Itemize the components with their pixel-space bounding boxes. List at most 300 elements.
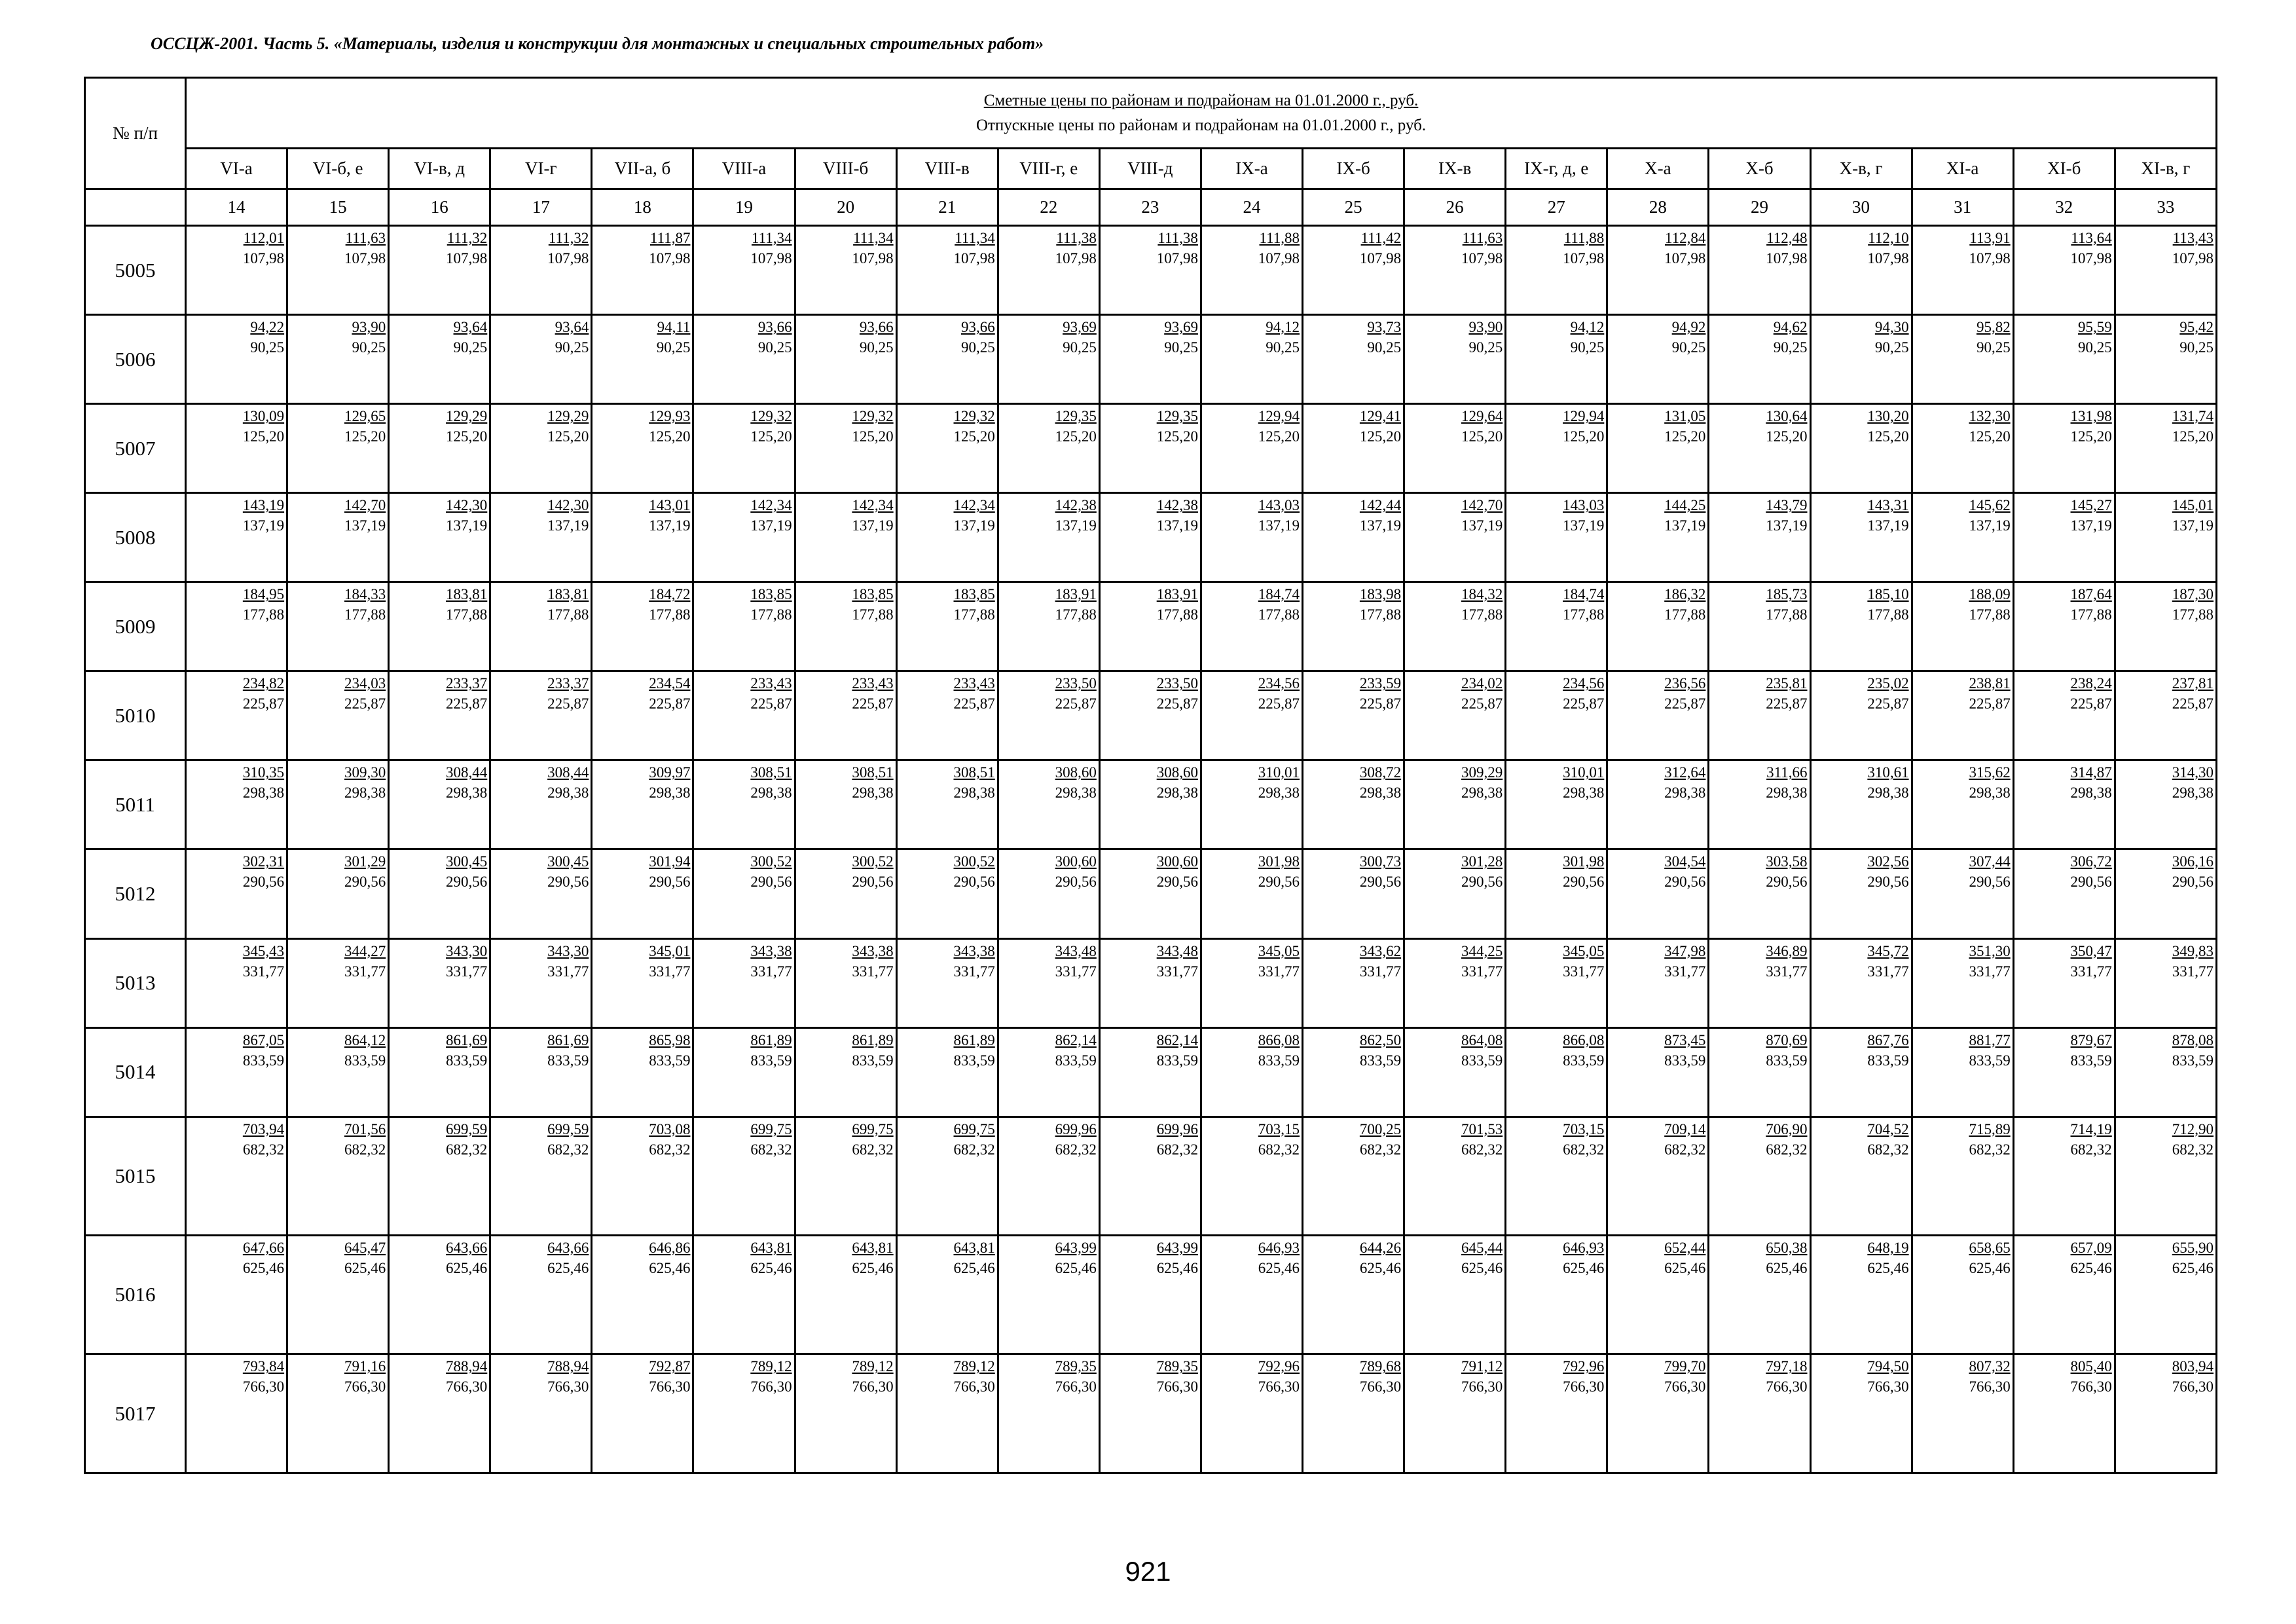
price-cell: [592, 493, 693, 582]
row-id: 5011: [85, 760, 186, 849]
estimated-price: 132,30: [1969, 408, 2011, 425]
estimated-price: 300,60: [1156, 853, 1198, 870]
price-cell: [795, 1027, 896, 1116]
price-cell: [490, 404, 592, 493]
release-price: 833,59: [1969, 1052, 2011, 1069]
release-price: 766,30: [852, 1378, 894, 1395]
price-cell: [1303, 226, 1404, 315]
estimated-price: 113,43: [2172, 230, 2214, 246]
estimated-price: 703,08: [649, 1120, 691, 1137]
release-price: 125,20: [242, 428, 285, 445]
release-price: 125,20: [344, 428, 386, 445]
estimated-price: 314,87: [2070, 764, 2112, 781]
estimated-price: 308,44: [547, 764, 589, 781]
region-header: XI-а: [1912, 149, 2013, 189]
estimated-price: 183,81: [446, 586, 488, 603]
release-price: 298,38: [1969, 784, 2011, 802]
price-cell: [693, 493, 795, 582]
estimated-price: 349,83: [2172, 942, 2214, 959]
price-cell: [490, 849, 592, 938]
column-number: 29: [1709, 189, 1810, 226]
estimated-price: 343,30: [547, 942, 589, 959]
estimated-price: 95,82: [1976, 319, 2011, 336]
price-cell: [592, 1354, 693, 1473]
estimated-price: 131,74: [2172, 408, 2214, 425]
release-price: 290,56: [1969, 874, 2011, 891]
price-cell: [2013, 1027, 2115, 1116]
price-cell: [1810, 1027, 1912, 1116]
price-cell: [1709, 226, 1810, 315]
price-cell: [998, 1236, 1099, 1354]
release-price: 137,19: [1461, 517, 1503, 534]
row-id: 5017: [85, 1354, 186, 1473]
price-cell: [1607, 582, 1709, 671]
estimated-price: 703,94: [242, 1120, 285, 1137]
release-price: 125,20: [1359, 428, 1402, 445]
release-price: 625,46: [547, 1260, 589, 1277]
estimated-price: 235,02: [1867, 675, 1909, 692]
estimated-price: 130,20: [1867, 408, 1909, 425]
release-price: 137,19: [446, 517, 488, 534]
price-cell: [186, 582, 287, 671]
release-price: 107,98: [1461, 250, 1503, 267]
estimated-price: 237,81: [2172, 675, 2214, 692]
column-number: 27: [1506, 189, 1607, 226]
estimated-price: 129,41: [1359, 408, 1402, 425]
release-price: 90,25: [1874, 339, 1909, 356]
price-cell: [1810, 938, 1912, 1027]
release-price: 331,77: [1867, 963, 1909, 980]
release-price: 625,46: [1359, 1260, 1402, 1277]
price-cell: [490, 315, 592, 404]
release-price: 290,56: [2070, 874, 2112, 891]
estimated-price: 789,35: [1156, 1358, 1198, 1375]
release-price: 625,46: [242, 1260, 285, 1277]
price-cell: [287, 938, 389, 1027]
release-price: 766,30: [1969, 1378, 2011, 1395]
release-price: 107,98: [953, 250, 995, 267]
release-price: 137,19: [953, 517, 995, 534]
estimated-price: 648,19: [1867, 1240, 1909, 1257]
price-cell: [1201, 404, 1302, 493]
release-price: 90,25: [1773, 339, 1808, 356]
price-cell: [1506, 938, 1607, 1027]
release-price: 225,87: [852, 695, 894, 712]
release-price: 177,88: [1766, 606, 1808, 623]
estimated-price: 143,19: [242, 497, 285, 514]
estimated-price: 699,75: [750, 1120, 792, 1137]
estimated-price: 300,52: [750, 853, 792, 870]
column-number: 20: [795, 189, 896, 226]
price-cell: [287, 760, 389, 849]
price-cell: [592, 849, 693, 938]
price-cell: [795, 226, 896, 315]
price-cell: [1709, 1236, 1810, 1354]
region-header: X-б: [1709, 149, 1810, 189]
release-price: 298,38: [1156, 784, 1198, 802]
release-price: 177,88: [2070, 606, 2112, 623]
price-cell: [186, 404, 287, 493]
price-cell: [2115, 404, 2216, 493]
release-price: 137,19: [1055, 517, 1097, 534]
estimated-price: 310,01: [1563, 764, 1605, 781]
price-cell: [1709, 760, 1810, 849]
price-cell: [2013, 938, 2115, 1027]
estimated-price: 870,69: [1766, 1031, 1808, 1048]
price-cell: [998, 849, 1099, 938]
estimated-price: 111,38: [1157, 230, 1198, 246]
column-number: 16: [389, 189, 490, 226]
release-price: 137,19: [1563, 517, 1605, 534]
estimated-price: 112,48: [1766, 230, 1808, 246]
price-cell: [795, 760, 896, 849]
price-cell: [693, 849, 795, 938]
region-header: XI-в, г: [2115, 149, 2216, 189]
release-price: 682,32: [852, 1141, 894, 1158]
estimated-price: 862,14: [1156, 1031, 1198, 1048]
release-price: 137,19: [1969, 517, 2011, 534]
price-cell: [1810, 1236, 1912, 1354]
price-cell: [287, 493, 389, 582]
release-price: 137,19: [2172, 517, 2214, 534]
release-prices-title: Отпускные цены по районам и подрайонам на 01.01.2000 г., руб.: [975, 116, 1427, 134]
price-cell: [896, 404, 998, 493]
release-price: 177,88: [1867, 606, 1909, 623]
release-price: 177,88: [1258, 606, 1300, 623]
price-cell: [1404, 849, 1506, 938]
price-cell: [896, 1116, 998, 1235]
price-cell: [186, 760, 287, 849]
estimated-price: 343,48: [1156, 942, 1198, 959]
price-cell: [2013, 493, 2115, 582]
estimated-price: 93,73: [1367, 319, 1402, 336]
price-cell: [1099, 315, 1201, 404]
release-price: 625,46: [852, 1260, 894, 1277]
price-cell: [1303, 1236, 1404, 1354]
release-price: 766,30: [649, 1378, 691, 1395]
estimated-price: 142,34: [852, 497, 894, 514]
price-cell: [1912, 404, 2013, 493]
price-cell: [1099, 849, 1201, 938]
estimated-price: 130,09: [242, 408, 285, 425]
price-cell: [795, 404, 896, 493]
price-cell: [592, 315, 693, 404]
region-header: VIII-а: [693, 149, 795, 189]
column-number: 23: [1099, 189, 1201, 226]
release-price: 682,32: [446, 1141, 488, 1158]
price-cell: [1709, 315, 1810, 404]
estimated-price: 111,63: [345, 230, 386, 246]
release-price: 833,59: [1563, 1052, 1605, 1069]
price-cell: [1404, 671, 1506, 760]
estimated-price: 797,18: [1766, 1358, 1808, 1375]
release-price: 682,32: [1766, 1141, 1808, 1158]
price-cell: [693, 404, 795, 493]
release-price: 682,32: [1258, 1141, 1300, 1158]
price-cell: [1506, 1236, 1607, 1354]
estimated-price: 789,35: [1055, 1358, 1097, 1375]
release-price: 766,30: [1055, 1378, 1097, 1395]
release-price: 298,38: [1461, 784, 1503, 802]
price-cell: [389, 938, 490, 1027]
price-cell: [1912, 938, 2013, 1027]
estimated-price: 94,30: [1874, 319, 1909, 336]
estimated-price: 792,96: [1563, 1358, 1605, 1375]
price-cell: [896, 849, 998, 938]
price-cell: [1506, 315, 1607, 404]
price-cell: [1912, 671, 2013, 760]
price-cell: [693, 1354, 795, 1473]
price-cell: [693, 1027, 795, 1116]
release-price: 107,98: [2172, 250, 2214, 267]
price-cell: [389, 582, 490, 671]
release-price: 107,98: [1867, 250, 1909, 267]
release-price: 125,20: [1766, 428, 1808, 445]
region-header: VIII-б: [795, 149, 896, 189]
column-number: 21: [896, 189, 998, 226]
row-id: 5013: [85, 938, 186, 1027]
price-cell: [287, 226, 389, 315]
estimated-price: 143,31: [1867, 497, 1909, 514]
region-header: VIII-в: [896, 149, 998, 189]
estimated-price: 346,89: [1766, 942, 1808, 959]
release-price: 225,87: [1461, 695, 1503, 712]
region-header: IX-а: [1201, 149, 1302, 189]
estimated-price: 867,05: [242, 1031, 285, 1048]
release-price: 766,30: [1156, 1378, 1198, 1395]
estimated-price: 142,70: [1461, 497, 1503, 514]
release-price: 833,59: [1156, 1052, 1198, 1069]
row-id: 5009: [85, 582, 186, 671]
release-price: 225,87: [1055, 695, 1097, 712]
price-cell: [389, 671, 490, 760]
price-cell: [186, 315, 287, 404]
release-price: 766,30: [1359, 1378, 1402, 1395]
release-price: 625,46: [1867, 1260, 1909, 1277]
release-price: 298,38: [1664, 784, 1706, 802]
release-price: 137,19: [344, 517, 386, 534]
table-row: [85, 1354, 2217, 1473]
estimated-price: 184,33: [344, 586, 386, 603]
price-cell: [896, 226, 998, 315]
estimated-price: 129,93: [649, 408, 691, 425]
price-cell: [490, 938, 592, 1027]
estimated-price: 310,01: [1258, 764, 1300, 781]
release-price: 225,87: [1969, 695, 2011, 712]
price-cell: [1810, 1116, 1912, 1235]
estimated-price: 788,94: [446, 1358, 488, 1375]
estimated-price: 861,89: [852, 1031, 894, 1048]
row-number-blank: [85, 189, 186, 226]
price-cell: [2115, 1354, 2216, 1473]
price-cell: [490, 671, 592, 760]
price-cell: [795, 1116, 896, 1235]
estimated-price: 113,91: [1969, 230, 2011, 246]
release-price: 177,88: [1664, 606, 1706, 623]
estimated-price: 93,69: [1063, 319, 1097, 336]
estimated-price: 93,66: [961, 319, 995, 336]
price-cell: [1099, 671, 1201, 760]
price-cell: [1303, 1116, 1404, 1235]
price-cell: [1709, 1116, 1810, 1235]
price-cell: [592, 1027, 693, 1116]
release-price: 90,25: [859, 339, 894, 356]
estimated-price: 714,19: [2070, 1120, 2112, 1137]
table-row: [85, 404, 2217, 493]
estimated-price: 129,94: [1258, 408, 1300, 425]
release-price: 833,59: [1359, 1052, 1402, 1069]
estimated-price: 344,25: [1461, 942, 1503, 959]
estimated-price: 129,32: [852, 408, 894, 425]
release-price: 298,38: [2070, 784, 2112, 802]
price-cell: [186, 1116, 287, 1235]
estimated-price: 143,03: [1258, 497, 1300, 514]
price-cell: [1506, 582, 1607, 671]
estimated-price: 306,16: [2172, 853, 2214, 870]
estimated-price: 701,53: [1461, 1120, 1503, 1137]
estimated-price: 93,66: [757, 319, 792, 336]
release-price: 298,38: [547, 784, 589, 802]
release-price: 137,19: [1766, 517, 1808, 534]
release-price: 682,32: [1867, 1141, 1909, 1158]
release-price: 90,25: [555, 339, 589, 356]
price-cell: [2115, 493, 2216, 582]
release-price: 298,38: [2172, 784, 2214, 802]
column-number: 24: [1201, 189, 1302, 226]
release-price: 625,46: [1664, 1260, 1706, 1277]
estimated-price: 866,08: [1563, 1031, 1605, 1048]
estimated-price: 300,45: [446, 853, 488, 870]
estimated-price: 234,56: [1563, 675, 1605, 692]
release-price: 833,59: [1867, 1052, 1909, 1069]
estimated-price: 343,62: [1359, 942, 1402, 959]
row-id: 5010: [85, 671, 186, 760]
estimated-price: 111,88: [1259, 230, 1300, 246]
estimated-price: 302,56: [1867, 853, 1909, 870]
release-price: 225,87: [2070, 695, 2112, 712]
estimated-price: 142,38: [1055, 497, 1097, 514]
table-row: [85, 226, 2217, 315]
price-cell: [1099, 760, 1201, 849]
price-cell: [1607, 1027, 1709, 1116]
price-cell: [490, 493, 592, 582]
release-price: 331,77: [1461, 963, 1503, 980]
estimated-price: 861,89: [750, 1031, 792, 1048]
release-price: 766,30: [1563, 1378, 1605, 1395]
release-price: 107,98: [1258, 250, 1300, 267]
table-row: [85, 1116, 2217, 1235]
estimated-price: 879,67: [2070, 1031, 2112, 1048]
estimated-price: 184,95: [242, 586, 285, 603]
release-price: 766,30: [446, 1378, 488, 1395]
estimated-price: 234,02: [1461, 675, 1503, 692]
release-price: 107,98: [750, 250, 792, 267]
estimated-price: 712,90: [2172, 1120, 2214, 1137]
price-cell: [2115, 582, 2216, 671]
release-price: 290,56: [1359, 874, 1402, 891]
price-cell: [1201, 1236, 1302, 1354]
estimated-price: 185,73: [1766, 586, 1808, 603]
release-price: 625,46: [1969, 1260, 2011, 1277]
document-header: ОССЦЖ-2001. Часть 5. «Материалы, изделия и конструкции для монтажных и специальных строительных работ»: [151, 34, 1044, 53]
estimated-price: 699,59: [547, 1120, 589, 1137]
release-price: 290,56: [446, 874, 488, 891]
estimated-price: 300,60: [1055, 853, 1097, 870]
estimated-price: 343,38: [852, 942, 894, 959]
release-price: 177,88: [1461, 606, 1503, 623]
release-price: 682,32: [1461, 1141, 1503, 1158]
price-cell: [2115, 1236, 2216, 1354]
price-cell: [2115, 226, 2216, 315]
price-cell: [896, 315, 998, 404]
price-cell: [998, 582, 1099, 671]
estimated-price: 111,38: [1056, 230, 1097, 246]
price-cell: [186, 1236, 287, 1354]
release-price: 125,20: [1156, 428, 1198, 445]
price-cell: [1810, 315, 1912, 404]
release-price: 331,77: [953, 963, 995, 980]
estimated-price: 145,27: [2070, 497, 2112, 514]
estimated-price: 236,56: [1664, 675, 1706, 692]
price-cell: [2115, 938, 2216, 1027]
estimated-price: 789,12: [750, 1358, 792, 1375]
price-cell: [490, 1027, 592, 1116]
price-cell: [896, 760, 998, 849]
estimated-price: 789,12: [852, 1358, 894, 1375]
estimated-price: 142,38: [1156, 497, 1198, 514]
estimated-price: 343,38: [750, 942, 792, 959]
price-cell: [1709, 493, 1810, 582]
estimated-price: 646,93: [1563, 1240, 1605, 1257]
estimated-price: 792,96: [1258, 1358, 1300, 1375]
price-cell: [389, 493, 490, 582]
column-number: 32: [2013, 189, 2115, 226]
release-price: 90,25: [1266, 339, 1300, 356]
estimated-price: 129,64: [1461, 408, 1503, 425]
release-price: 298,38: [649, 784, 691, 802]
price-cell: [998, 1116, 1099, 1235]
release-price: 125,20: [2172, 428, 2214, 445]
row-id: 5005: [85, 226, 186, 315]
estimated-price: 310,35: [242, 764, 285, 781]
release-price: 90,25: [656, 339, 691, 356]
release-price: 833,59: [649, 1052, 691, 1069]
release-price: 290,56: [852, 874, 894, 891]
estimated-price: 788,94: [547, 1358, 589, 1375]
release-price: 125,20: [1867, 428, 1909, 445]
estimated-price: 302,31: [242, 853, 285, 870]
estimated-price: 186,32: [1664, 586, 1706, 603]
release-price: 90,25: [1367, 339, 1402, 356]
release-price: 177,88: [2172, 606, 2214, 623]
estimated-price: 300,73: [1359, 853, 1402, 870]
release-price: 225,87: [242, 695, 285, 712]
estimated-price: 645,47: [344, 1240, 386, 1257]
release-price: 225,87: [2172, 695, 2214, 712]
release-price: 766,30: [1461, 1378, 1503, 1395]
release-price: 290,56: [750, 874, 792, 891]
release-price: 833,59: [446, 1052, 488, 1069]
estimated-price: 93,64: [453, 319, 488, 336]
price-cell: [1506, 493, 1607, 582]
price-cell: [1099, 226, 1201, 315]
release-price: 225,87: [953, 695, 995, 712]
release-price: 125,20: [1664, 428, 1706, 445]
price-cell: [1912, 315, 2013, 404]
estimated-price: 878,08: [2172, 1031, 2214, 1048]
estimated-price: 309,30: [344, 764, 386, 781]
price-cell: [1810, 760, 1912, 849]
